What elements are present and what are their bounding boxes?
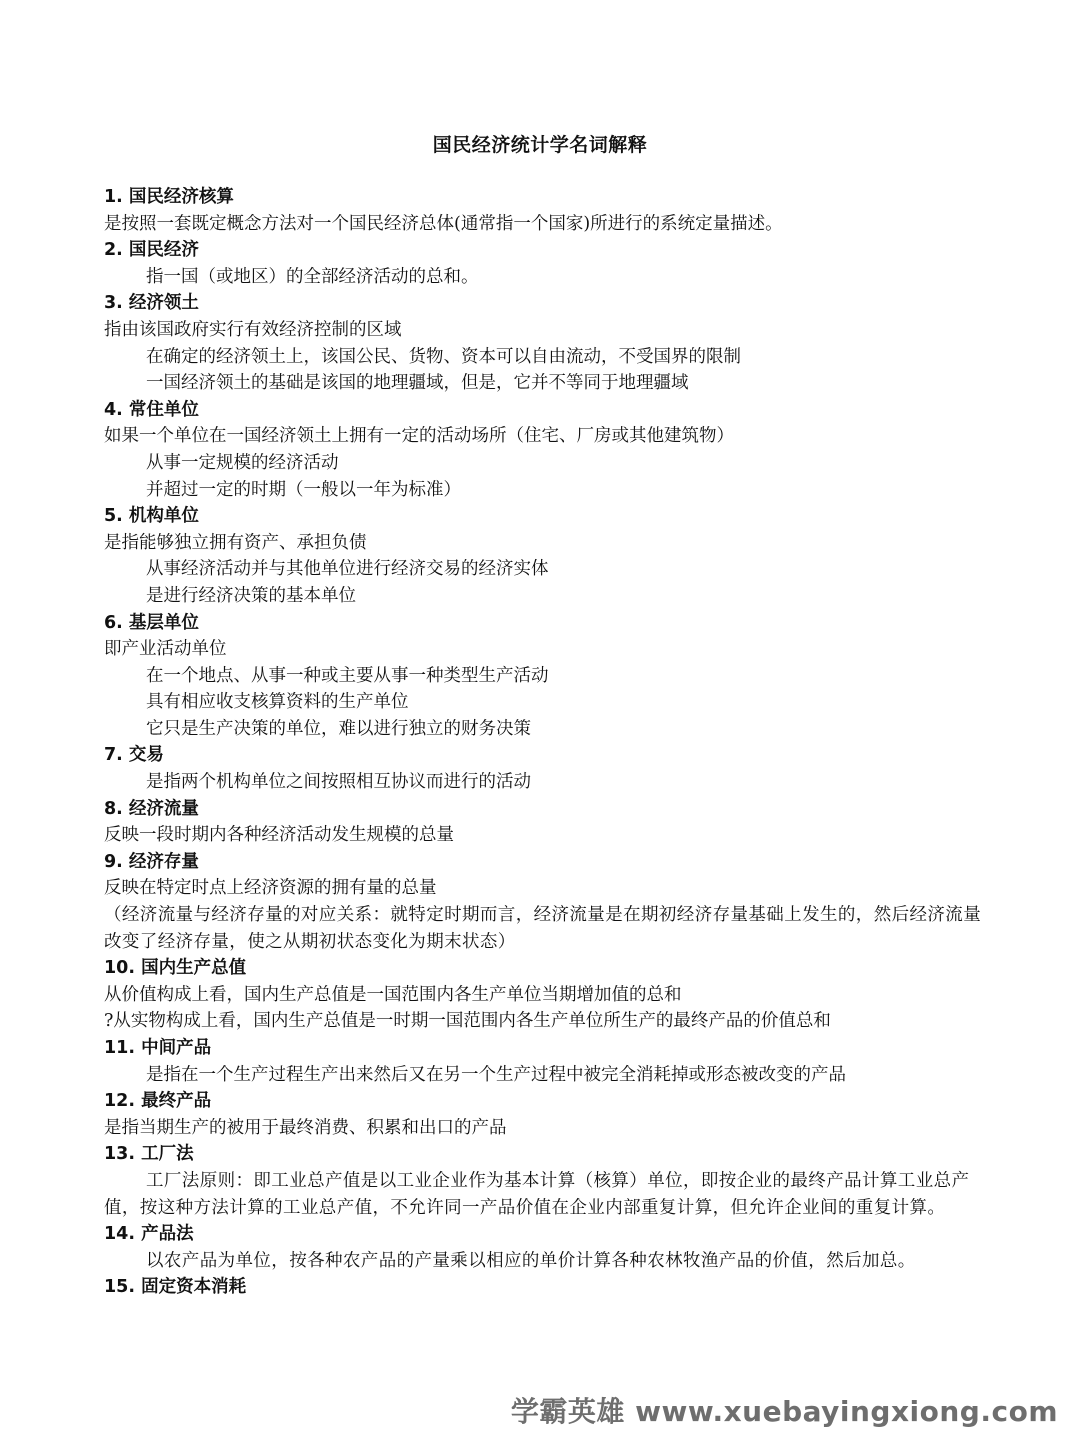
page-title: 国民经济统计学名词解释	[432, 134, 648, 156]
definition-line: 指由该国政府实行有效经济控制的区域	[104, 319, 402, 340]
section-heading: 9. 经济存量	[104, 851, 199, 872]
definition-line: 如果一个单位在一国经济领土上拥有一定的活动场所（住宅、厂房或其他建筑物）	[104, 426, 734, 447]
section-heading: 8. 经济流量	[104, 798, 199, 819]
section-heading: 12. 最终产品	[104, 1091, 212, 1112]
definition-line: 并超过一定的时期（一般以一年为标准）	[146, 479, 461, 500]
definition-line: 从价值构成上看，国内生产总值是一国范围内各生产单位当期增加值的总和	[104, 984, 682, 1005]
definition-line: （经济流量与经济存量的对应关系：就特定时期而言，经济流量是在期初经济存量基础上发生的，然后经济流量改变了经济存量，使之从期初状态变化为期末状态）	[104, 905, 982, 952]
definition-line: 以农产品为单位，按各种农产品的产量乘以相应的单价计算各种农林牧渔产品的价值，然后加总。	[146, 1250, 916, 1271]
section-heading: 13. 工厂法	[104, 1144, 194, 1165]
definition-line: 在一个地点、从事一种或主要从事一种类型生产活动	[146, 665, 549, 686]
definition-line: 具有相应收支核算资料的生产单位	[146, 692, 409, 713]
definition-line: 从事一定规模的经济活动	[146, 452, 339, 473]
definition-line: 是指两个机构单位之间按照相互协议而进行的活动	[146, 772, 531, 793]
section-heading: 2. 国民经济	[104, 240, 199, 261]
definition-line: 一国经济领土的基础是该国的地理疆域，但是，它并不等同于地理疆域	[146, 373, 689, 394]
definition-line: 是按照一套既定概念方法对一个国民经济总体(通常指一个国家)所进行的系统定量描述。	[104, 213, 783, 234]
definition-line: 是指能够独立拥有资产、承担负债	[104, 532, 367, 553]
section-heading: 1. 国民经济核算	[104, 187, 234, 207]
section-heading: 11. 中间产品	[104, 1038, 212, 1058]
definition-line: 从事经济活动并与其他单位进行经济交易的经济实体	[146, 559, 549, 580]
section-heading: 5. 机构单位	[104, 506, 199, 527]
section-heading: 3. 经济领土	[104, 293, 199, 314]
definition-line: 它只是生产决策的单位，难以进行独立的财务决策	[146, 718, 531, 739]
definition-line: 即产业活动单位	[104, 639, 227, 660]
definition-line: 在确定的经济领土上，该国公民、货物、资本可以自由流动，不受国界的限制	[146, 346, 741, 367]
section-heading: 4. 常住单位	[104, 399, 199, 420]
definition-line: 指一国（或地区）的全部经济活动的总和。	[146, 266, 479, 287]
document-body	[104, 184, 984, 1301]
definition-line: 反映一段时期内各种经济活动发生规模的总量	[104, 825, 454, 846]
section-heading: 15. 固定资本消耗	[104, 1277, 247, 1298]
site-watermark: 学霸英雄 www.xuebayingxiong.com	[510, 1395, 1058, 1428]
definition-line: ?从实物构成上看，国内生产总值是一时期一国范围内各生产单位所生产的最终产品的价值总和	[104, 1011, 831, 1032]
section-heading: 7. 交易	[104, 745, 164, 766]
definition-line: 工厂法原则：即工业总产值是以工业企业作为基本计算（核算）单位，即按企业的最终产品计算工业总产值，按这种方法计算的工业总产值，不允许同一产品价值在企业内部重复计算，但允许企业间的重复计算。	[104, 1170, 970, 1218]
section-heading: 14. 产品法	[104, 1224, 194, 1245]
definition-line: 反映在特定时点上经济资源的拥有量的总量	[104, 878, 437, 899]
section-heading: 10. 国内生产总值	[104, 958, 247, 979]
section-heading: 6. 基层单位	[104, 612, 199, 633]
definition-line: 是指在一个生产过程生产出来然后又在另一个生产过程中被完全消耗掉或形态被改变的产品	[146, 1064, 846, 1085]
definition-line: 是指当期生产的被用于最终消费、积累和出口的产品	[104, 1117, 507, 1138]
definition-line: 是进行经济决策的基本单位	[146, 585, 356, 606]
